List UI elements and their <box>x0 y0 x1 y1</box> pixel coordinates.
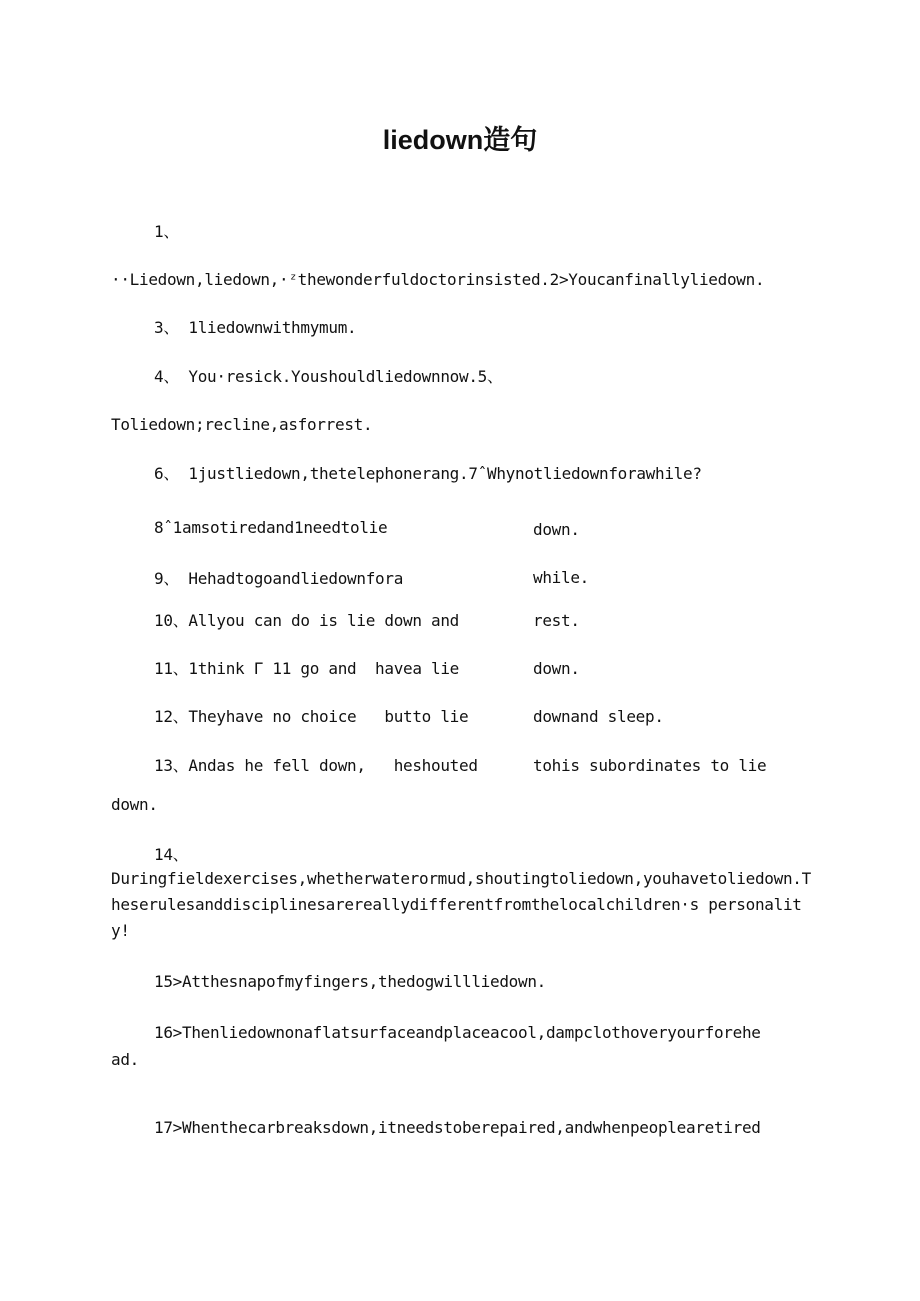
sentence-8-right: down. <box>533 520 580 539</box>
sentence-11-left: 11、1think Γ 11 go and havea lie <box>154 659 460 678</box>
sentence-12-left: 12、Theyhave no choice butto lie <box>154 707 469 726</box>
sentence-9-right: while. <box>533 568 589 587</box>
sentence-11-right: down. <box>533 659 580 678</box>
sentence-16-continuation: ad. <box>111 1050 139 1069</box>
sentence-10-left: 10、Allyou can do is lie down and <box>154 611 460 630</box>
sentence-8-left: 8ˆ1amsotiredand1needtolie <box>154 518 388 537</box>
document-title: liedown造句 <box>382 125 538 155</box>
sentence-17: 17>Whenthecarbreaksdown,itneedstoberepaired,andwhenpeoplearetired <box>154 1118 761 1137</box>
sentence-4: 4、 You·resick.Youshouldliedownnow.5、 <box>154 367 503 386</box>
sentence-16: 16>Thenliedownonaflatsurfaceandplaceacool,dampclothoveryourforehe <box>154 1023 761 1042</box>
sentence-5-text: Toliedown;recline,asforrest. <box>111 415 373 434</box>
sentence-10-right: rest. <box>533 611 580 630</box>
sentence-12-right: downand sleep. <box>533 707 664 726</box>
sentence-14-paragraph: Duringfieldexercises,whetherwaterormud,shoutingtoliedown,youhavetoliedown.Theserulesanddisciplinesarereallydifferentfromthelocalchildren·s personality! <box>111 869 811 940</box>
sentence-3: 3、 1liedownwithmymum. <box>154 318 357 337</box>
sentence-14-number: 14、 <box>154 845 189 864</box>
sentence-15: 15>Atthesnapofmyfingers,thedogwillliedown. <box>154 972 546 991</box>
sentence-13-left: 13、Andas he fell down, heshouted <box>154 756 478 775</box>
sentence-1-2-text: ··Liedown,liedown,·ᶻthewonderfuldoctorinsisted.2>Youcanfinallyliedown. <box>111 270 765 289</box>
sentence-9-left: 9、 Hehadtogoandliedownfora <box>154 569 404 588</box>
sentence-6-7: 6、 1justliedown,thetelephonerang.7ˆWhynotliedownforawhile? <box>154 464 702 483</box>
sentence-13-right: tohis subordinates to lie <box>533 756 767 775</box>
sentence-13-continuation: down. <box>111 795 158 814</box>
sentence-1-number: 1、 <box>154 222 180 241</box>
